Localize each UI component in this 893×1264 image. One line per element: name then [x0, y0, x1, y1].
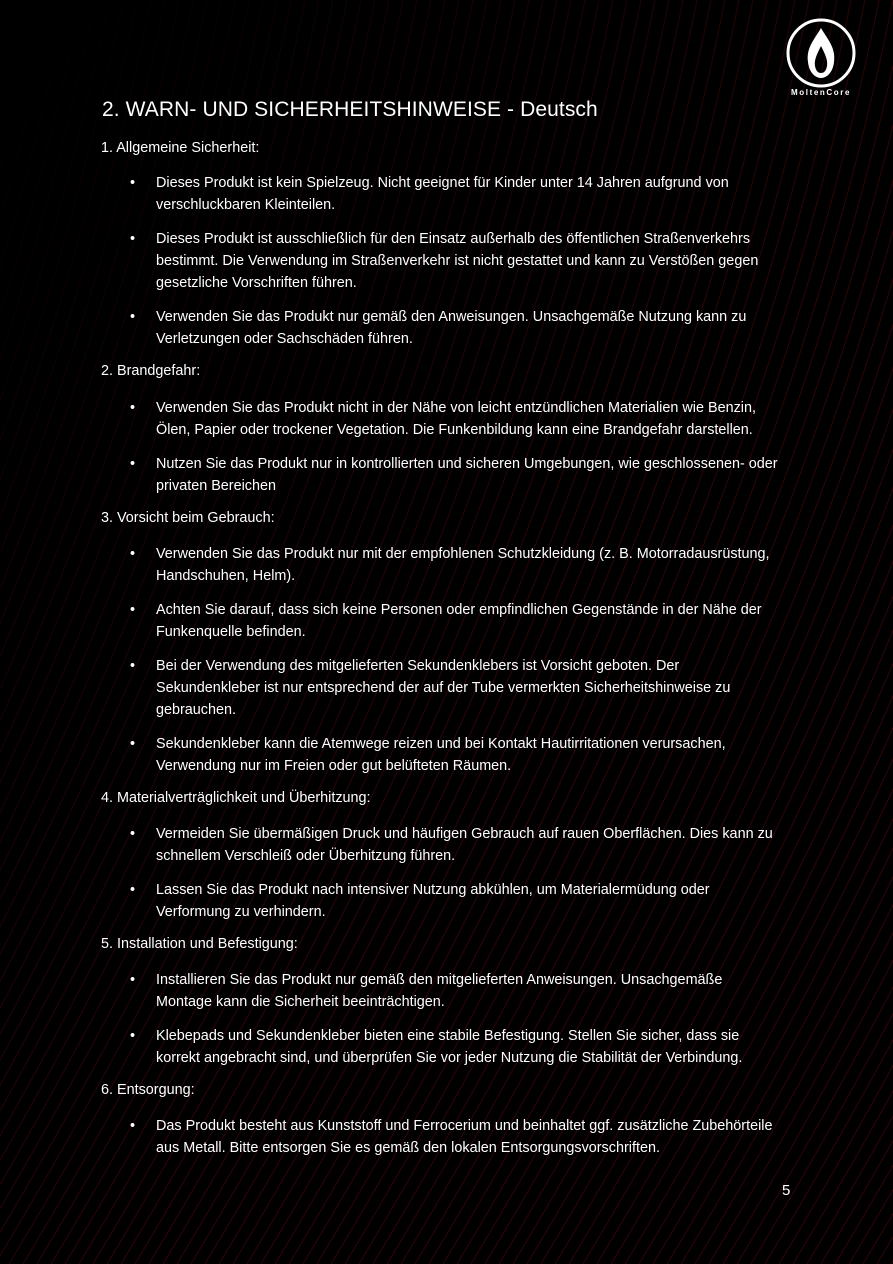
list-item-text: Verwenden Sie das Produkt nur mit der empfohlenen Schutzkleidung (z. B. Motorradausrüstung, Handschuhen, Helm). — [156, 546, 770, 584]
list-item — [130, 453, 780, 497]
list-item-text: Klebepads und Sekundenkleber bieten eine stabile Befestigung. Stellen Sie sicher, dass sie korrekt angebracht sind, und überprüfen Sie vor jeder Nutzung die Stabilität der Verbindung. — [156, 1028, 743, 1066]
list-item — [130, 306, 780, 350]
bullet-icon: • — [130, 972, 136, 988]
section-list — [130, 1115, 780, 1171]
section-list — [130, 397, 780, 509]
bullet-icon: • — [130, 231, 136, 247]
list-item-text: Vermeiden Sie übermäßigen Druck und häufigen Gebrauch auf rauen Oberflächen. Dies kann zu schnellem Verschleiß oder Überhitzung führen. — [156, 826, 773, 864]
list-item-text: Verwenden Sie das Produkt nur gemäß den Anweisungen. Unsachgemäße Nutzung kann zu Verletzungen oder Sachschäden führen. — [156, 309, 747, 347]
list-item — [130, 543, 780, 587]
section-heading: 1. Allgemeine Sicherheit: — [101, 140, 260, 156]
bullet-icon: • — [130, 736, 136, 752]
list-item-text: Bei der Verwendung des mitgelieferten Sekundenklebers ist Vorsicht geboten. Der Sekundenkleber ist nur entsprechend der auf der Tube vermerkten Sicherheitshinweise zu gebrauchen. — [156, 658, 731, 718]
bullet-icon: • — [130, 1118, 136, 1134]
bullet-icon: • — [130, 456, 136, 472]
section-list — [130, 543, 780, 789]
list-item-text: Das Produkt besteht aus Kunststoff und Ferrocerium und beinhaltet ggf. zusätzliche Zubehörteile aus Metall. Bitte entsorgen Sie es gemäß den lokalen Entsorgungsvorschriften. — [156, 1118, 773, 1156]
section-list — [130, 823, 780, 935]
page-number: 5 — [782, 1182, 791, 1199]
list-item-text: Installieren Sie das Produkt nur gemäß den mitgelieferten Anweisungen. Unsachgemäße Montage kann die Sicherheit beeinträchtigen. — [156, 972, 723, 1010]
section-heading: 4. Materialverträglichkeit und Überhitzung: — [101, 790, 371, 806]
list-item-text: Achten Sie darauf, dass sich keine Personen oder empfindlichen Gegenstände in der Nähe der Funkenquelle befinden. — [156, 602, 762, 640]
list-item-text: Lassen Sie das Produkt nach intensiver Nutzung abkühlen, um Materialermüdung oder Verformung zu verhindern. — [156, 882, 710, 920]
list-item — [130, 733, 780, 777]
list-item — [130, 397, 780, 441]
section-heading: 5. Installation und Befestigung: — [101, 936, 298, 952]
section-list — [130, 969, 780, 1081]
section-list — [130, 172, 780, 362]
section-heading: 6. Entsorgung: — [101, 1082, 195, 1098]
list-item-text: Nutzen Sie das Produkt nur in kontrollierten und sicheren Umgebungen, wie geschlossenen- oder privaten Bereichen — [156, 456, 778, 494]
brand-logo — [776, 16, 866, 100]
bullet-icon: • — [130, 309, 136, 325]
section-heading: 2. Brandgefahr: — [101, 363, 201, 379]
list-item — [130, 228, 780, 294]
section-heading: 3. Vorsicht beim Gebrauch: — [101, 510, 275, 526]
list-item-text: Dieses Produkt ist ausschließlich für den Einsatz außerhalb des öffentlichen Straßenverkehrs bestimmt. Die Verwendung im Straßenverkehr ist nicht gestattet und kann zu Verstößen gegen gesetzliche Vorschriften führen. — [156, 231, 759, 291]
list-item — [130, 599, 780, 643]
list-item-text: Sekundenkleber kann die Atemwege reizen und bei Kontakt Hautirritationen verursachen, Verwendung nur im Freien oder gut belüfteten Räumen. — [156, 736, 726, 774]
list-item — [130, 655, 780, 721]
list-item — [130, 879, 780, 923]
list-item — [130, 969, 780, 1013]
bullet-icon: • — [130, 602, 136, 618]
list-item — [130, 1025, 780, 1069]
flame-icon — [784, 16, 858, 90]
page-title: 2. WARN- UND SICHERHEITSHINWEISE - Deutsch — [102, 98, 598, 121]
bullet-icon: • — [130, 546, 136, 562]
bullet-icon: • — [130, 826, 136, 842]
bullet-icon: • — [130, 400, 136, 416]
list-item-text: Verwenden Sie das Produkt nicht in der Nähe von leicht entzündlichen Materialien wie Benzin, Ölen, Papier oder trockener Vegetation. Die Funkenbildung kann eine Brandgefahr darstellen. — [156, 400, 756, 438]
bullet-icon: • — [130, 1028, 136, 1044]
list-item — [130, 172, 780, 216]
list-item-text: Dieses Produkt ist kein Spielzeug. Nicht geeignet für Kinder unter 14 Jahren aufgrund von verschluckbaren Kleinteilen. — [156, 175, 729, 213]
list-item — [130, 1115, 780, 1159]
bullet-icon: • — [130, 658, 136, 674]
brand-logo-text: MoltenCore — [791, 88, 851, 97]
bullet-icon: • — [130, 175, 136, 191]
list-item — [130, 823, 780, 867]
bullet-icon: • — [130, 882, 136, 898]
